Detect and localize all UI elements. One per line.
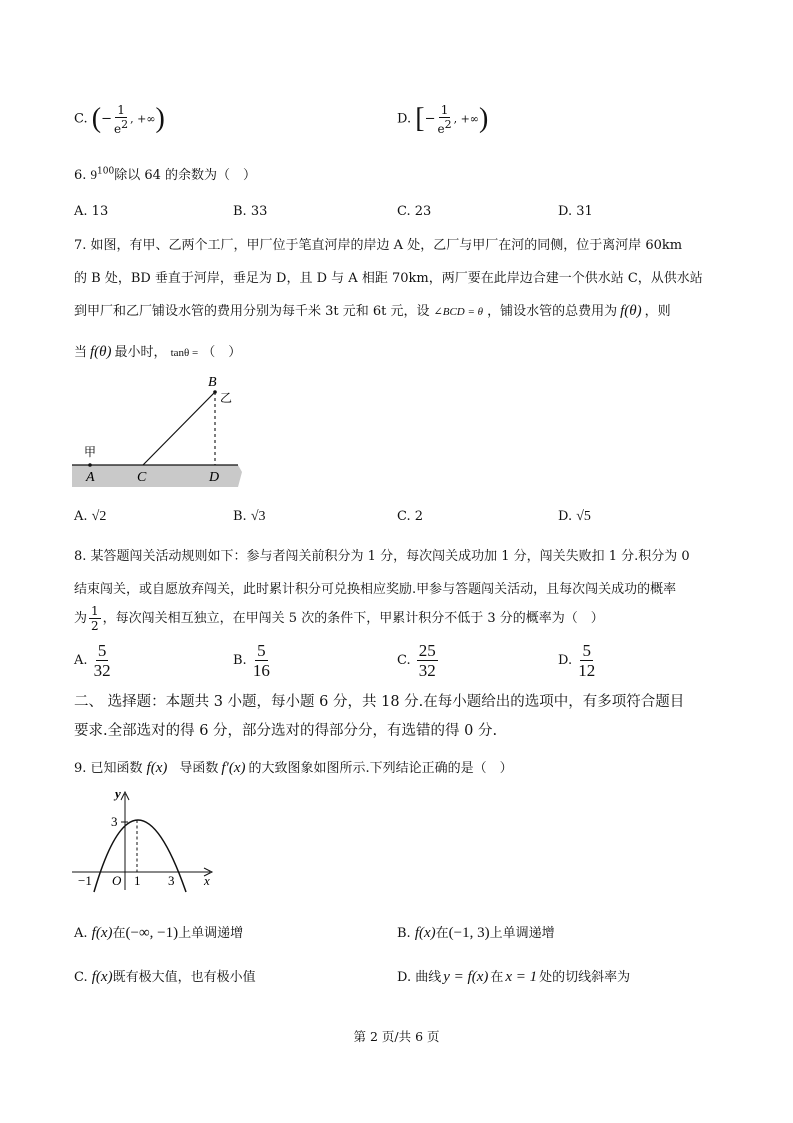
section-2-line-1: 二、 选择题：本题共 3 小题，每小题 6 分，共 18 分.在每小题给出的选项中，有多项符合题目 <box>74 694 685 710</box>
segment-bc <box>143 392 215 465</box>
label-a: A <box>86 470 95 485</box>
q9-option-b[interactable]: B. f(x)在(−1, 3)上单调递增 <box>397 925 555 941</box>
label-neg1: −1 <box>78 873 92 888</box>
q8-option-d[interactable]: D. $\frac{5}{12}$ <box>558 641 596 680</box>
q6-option-c[interactable]: C. 23 <box>397 204 432 219</box>
q7-option-d[interactable]: D. √5 <box>558 509 591 524</box>
q8-option-c[interactable]: C. $\frac{25}{32}$ <box>397 641 436 680</box>
q7-line-1: 7. 如图，有甲、乙两个工厂，甲厂位于笔直河岸的岸边 A 处，乙厂与甲厂在河的同侧，位于离河岸 60km <box>74 238 683 253</box>
label-yi: 乙 <box>220 391 233 405</box>
point-b <box>213 390 217 394</box>
q7-line-3: 到甲厂和乙厂铺设水管的费用分别为每千米 3t 元和 6t 元，设 ∠BCD = θ ，铺设水管的总费用为 f(θ) ，则 <box>74 303 671 319</box>
q7-option-c[interactable]: C. 2 <box>397 509 424 524</box>
q8-option-a[interactable]: A. $\frac{5}{32}$ <box>74 641 111 680</box>
q9-option-a[interactable]: A. f(x)在(−∞, −1)上单调递增 <box>74 925 244 941</box>
point-a <box>88 463 92 467</box>
q9-stem: 9. 已知函数 f(x) 导函数 f′(x) 的大致图象如图所示.下列结论正确的是（ ） <box>74 760 513 776</box>
label-jia: 甲 <box>84 445 97 459</box>
q8-line-3: 为 $\frac{1}{2}$ ，每次闯关相互独立，在甲闯关 5 次的条件下，甲累计积分不低于 3 分的概率为（ ） <box>74 604 604 633</box>
q6-option-d[interactable]: D. 31 <box>558 204 593 219</box>
label-y-3: 3 <box>111 814 118 829</box>
q8-line-2: 结束闯关，或自愿放弃闯关，此时累计积分可兑换相应奖励.甲参与答题闯关活动，且每次闯关成功的概率 <box>74 582 677 597</box>
q8-option-b[interactable]: B. $\frac{5}{16}$ <box>233 641 270 680</box>
label-y: y <box>115 786 121 801</box>
section-2-line-2: 要求.全部选对的得 6 分，部分选对的得部分分，有选错的得 0 分. <box>74 723 498 739</box>
q7-line-2: 的 B 处，BD 垂直于河岸，垂足为 D，且 D 与 A 相距 70km，两厂要在此岸边合建一个供水站 C，从供水站 <box>74 271 703 286</box>
label-x-1: 1 <box>134 873 141 888</box>
label-x: x <box>204 873 210 888</box>
label-d: D <box>209 470 220 485</box>
q7-river-figure <box>70 372 245 492</box>
label-b: B <box>208 375 217 390</box>
page-footer: 第 2 页/共 6 页 <box>353 1029 440 1044</box>
q9-option-c[interactable]: C. f(x)既有极大值，也有极小值 <box>74 969 256 985</box>
q5-option-d[interactable]: D. [− $\frac{1}{e^2}$ , +∞) <box>397 102 489 136</box>
q7-option-b[interactable]: B. √3 <box>233 509 266 524</box>
q6-option-b[interactable]: B. 33 <box>233 204 268 219</box>
q6-stem: 6. $9^{100}$除以 64 的余数为（ ） <box>74 166 257 183</box>
label-x-3: 3 <box>168 873 175 888</box>
q8-line-1: 8. 某答题闯关活动规则如下：参与者闯关前积分为 1 分，每次闯关成功加 1 分，闯关失败扣 1 分.积分为 0 <box>74 549 690 564</box>
q6-option-a[interactable]: A. 13 <box>74 204 109 219</box>
q9-derivative-graph <box>70 784 220 896</box>
q7-option-a[interactable]: A. √2 <box>74 509 107 524</box>
q7-line-4: 当 f(θ) 最小时， tanθ = （ ） <box>74 344 242 360</box>
q5-option-c[interactable]: C. (− $\frac{1}{e^2}$ , +∞) <box>74 102 165 136</box>
label-origin: O <box>112 873 122 888</box>
q9-option-d[interactable]: D. 曲线 y = f(x) 在 x = 1 处的切线斜率为 <box>397 969 631 985</box>
label-c: C <box>137 470 147 485</box>
